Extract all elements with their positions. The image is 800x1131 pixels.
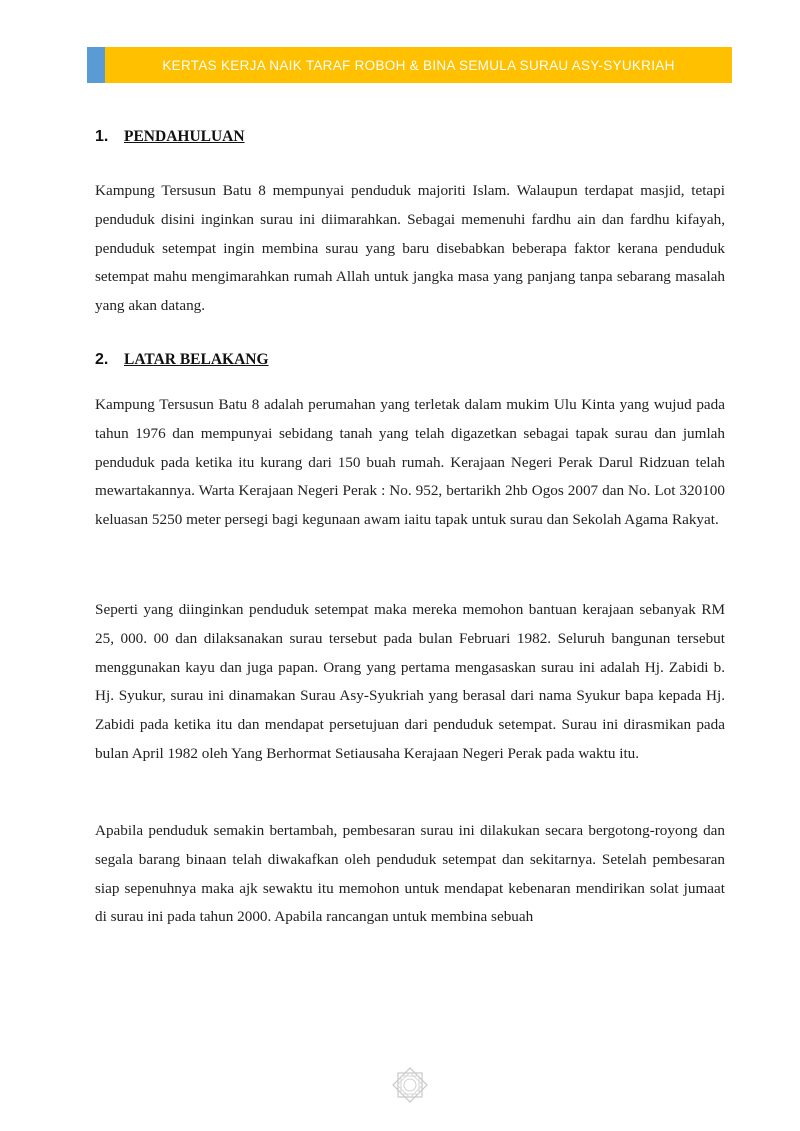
octagon-star-ornament-icon xyxy=(389,1064,431,1106)
document-header-bar xyxy=(87,47,732,83)
paragraph-pendahuluan: Kampung Tersusun Batu 8 mempunyai penduduk majoriti Islam. Walaupun terdapat masjid, tetapi penduduk disini inginkan surau ini diimarahkan. Sebagai memenuhi fardhu ain dan fardhu kifayah, penduduk setempat ingin membina surau yang baru disebabkan beberapa faktor kerana penduduk setempat mahu mengimarahkan rumah Allah untuk jangka masa yang panjang tanpa sebarang masalah yang akan datang. xyxy=(95,182,725,315)
section-title: LATAR BELAKANG xyxy=(124,351,269,368)
paragraph-latar-belakang-2: Seperti yang diinginkan penduduk setempat maka mereka memohon bantuan kerajaan sebanyak RM 25, 000. 00 dan dilaksanakan surau tersebut pada bulan Februari 1982. Seluruh bangunan tersebut menggunakan kayu dan juga papan. Orang yang pertama mengasaskan surau ini adalah Hj. Zabidi b. Hj. Syukur, surau ini dinamakan Surau Asy-Syukriah yang berasal dari nama Syukur bapa kepada Hj. Zabidi pada ketika itu dan mendapat persetujuan dari penduduk setempat. Surau ini dirasmikan pada bulan April 1982 oleh Yang Berhormat Setiausaha Kerajaan Negeri Perak pada waktu itu. xyxy=(95,601,725,762)
header-title: KERTAS KERJA NAIK TARAF ROBOH & BINA SEMULA SURAU ASY-SYUKRIAH xyxy=(105,47,732,83)
section-title: PENDAHULUAN xyxy=(124,128,245,145)
header-accent-block xyxy=(87,47,105,83)
paragraph-latar-belakang-1: Kampung Tersusun Batu 8 adalah perumahan yang terletak dalam mukim Ulu Kinta yang wujud pada tahun 1976 dan mempunyai sebidang tanah yang telah digazetkan sebagai tapak surau dan jumlah penduduk pada ketika itu kurang dari 150 buah rumah. Kerajaan Negeri Perak Darul Ridzuan telah mewartakannya. Warta Kerajaan Negeri Perak : No. 952, bertarikh 2hb Ogos 2007 dan No. Lot 320100 keluasan 5250 meter persegi bagi kegunaan awam iaitu tapak untuk surau dan Sekolah Agama Rakyat. xyxy=(95,396,725,529)
section-heading-latar-belakang xyxy=(95,351,269,369)
section-number: 2. xyxy=(95,351,109,368)
section-number: 1. xyxy=(95,128,109,145)
paragraph-latar-belakang-3: Apabila penduduk semakin bertambah, pembesaran surau ini dilakukan secara bergotong-royong dan segala barang binaan telah diwakafkan oleh penduduk setempat dan sekitarnya. Setelah pembesaran siap sepenuhnya maka ajk sewaktu itu memohon untuk mendapat kebenaran mendirikan solat jumaat di surau ini pada tahun 2000. Apabila rancangan untuk membina sebuah xyxy=(95,822,725,926)
section-heading-pendahuluan xyxy=(95,128,245,146)
